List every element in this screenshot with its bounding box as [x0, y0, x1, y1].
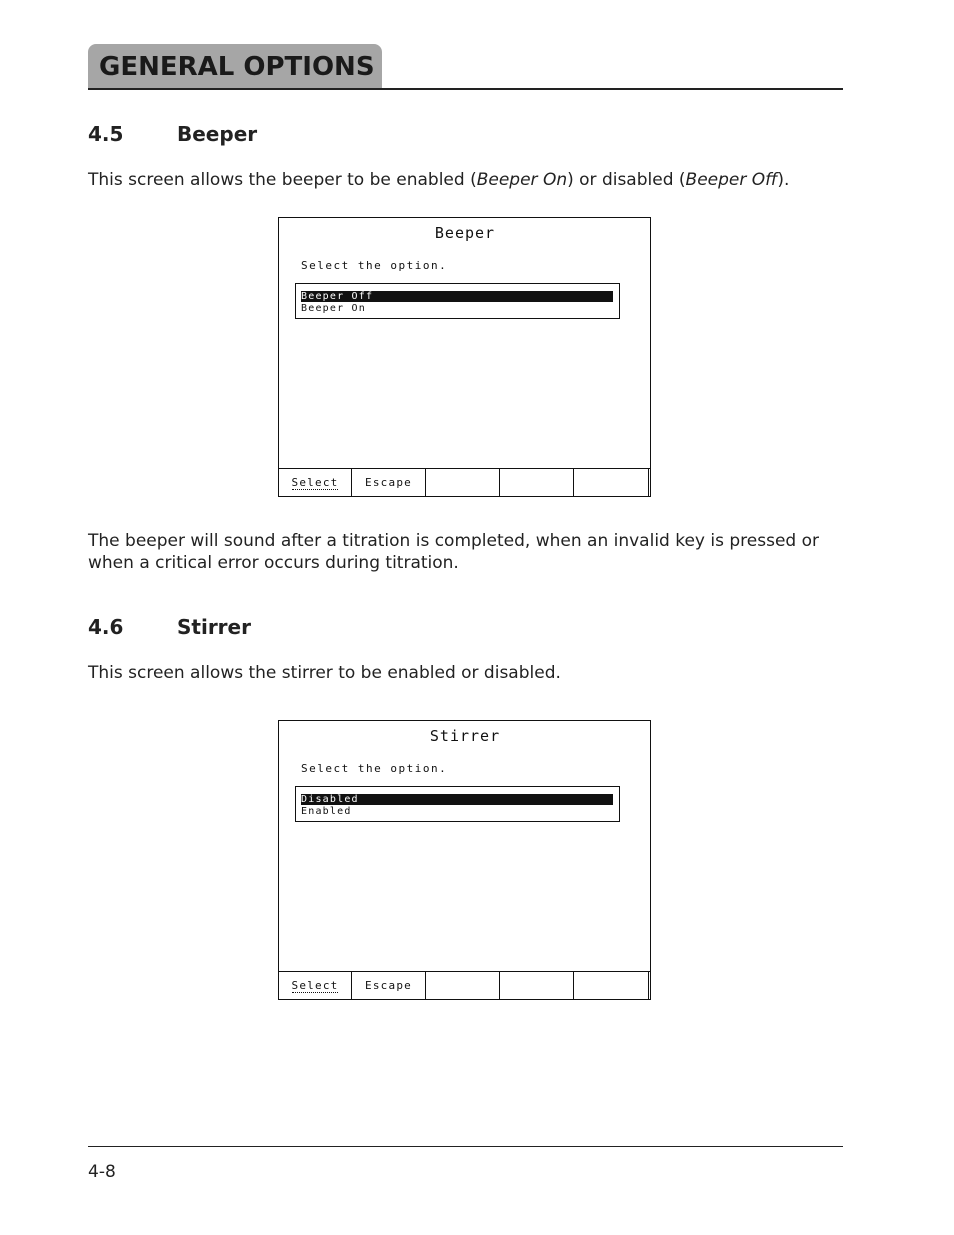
header-rule — [88, 88, 843, 90]
softkey-4[interactable] — [500, 469, 574, 496]
screen-prompt: Select the option. — [301, 259, 448, 272]
intro-emphasis-off: Beeper Off — [685, 170, 778, 190]
option-list — [295, 283, 620, 319]
softkey-3[interactable] — [426, 469, 500, 496]
option-disabled[interactable]: Disabled — [301, 794, 613, 805]
section-number: 4.5 — [88, 122, 124, 146]
stirrer-screen — [278, 720, 651, 1000]
intro-text: This screen allows the beeper to be enabled ( — [88, 170, 477, 190]
stirrer-intro-paragraph: This screen allows the stirrer to be enabled or disabled. — [88, 663, 561, 683]
intro-emphasis-on: Beeper On — [476, 170, 568, 190]
select-softkey[interactable] — [278, 469, 352, 496]
beeper-screen — [278, 217, 651, 497]
escape-softkey[interactable] — [352, 972, 426, 999]
option-enabled[interactable]: Enabled — [301, 806, 352, 817]
softkey-bar — [278, 468, 651, 497]
option-list — [295, 786, 620, 822]
softkey-label: Escape — [365, 979, 412, 992]
page-number: 4-8 — [88, 1162, 116, 1182]
section-heading-stirrer — [88, 615, 251, 639]
beeper-intro-paragraph — [88, 169, 848, 191]
chapter-title: GENERAL OPTIONS — [88, 44, 382, 88]
escape-softkey[interactable] — [352, 469, 426, 496]
beeper-description: The beeper will sound after a titration is completed, when an invalid key is pressed or when a critical error occurs during titration. — [88, 531, 820, 573]
section-title: Stirrer — [177, 615, 251, 639]
section-heading-beeper — [88, 122, 257, 146]
screen-title: Beeper — [434, 224, 496, 242]
softkey-4[interactable] — [500, 972, 574, 999]
softkey-label: Select — [291, 476, 339, 489]
option-beeper-on[interactable]: Beeper On — [301, 303, 366, 314]
section-number: 4.6 — [88, 615, 124, 639]
softkey-label: Escape — [365, 476, 412, 489]
softkey-5[interactable] — [574, 972, 649, 999]
softkey-bar — [278, 971, 651, 1000]
option-beeper-off[interactable]: Beeper Off — [301, 291, 613, 302]
intro-text: ) or disabled ( — [567, 170, 686, 190]
screen-title: Stirrer — [429, 727, 501, 745]
section-title: Beeper — [177, 122, 258, 146]
softkey-label: Select — [291, 979, 339, 992]
footer-rule — [88, 1146, 843, 1147]
screen-prompt: Select the option. — [301, 762, 448, 775]
softkey-5[interactable] — [574, 469, 649, 496]
intro-text: ). — [777, 170, 790, 190]
softkey-3[interactable] — [426, 972, 500, 999]
select-softkey[interactable] — [278, 972, 352, 999]
